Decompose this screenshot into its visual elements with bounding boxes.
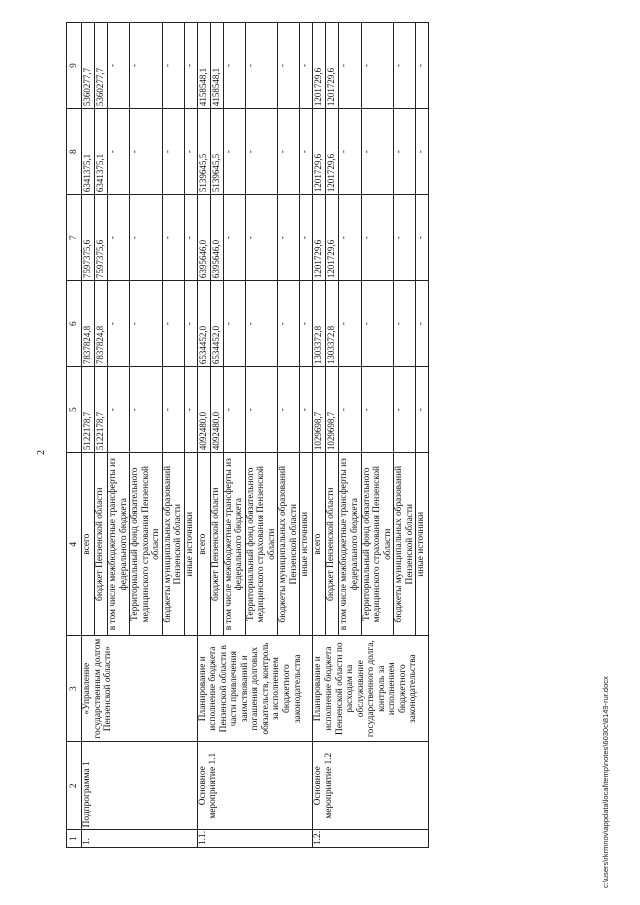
value-cell: 1201729,6 [326, 23, 339, 109]
value-cell: - [162, 109, 184, 195]
header-cell: 3 [67, 636, 82, 742]
value-cell: 7597375,6 [82, 195, 95, 281]
value-cell: 5122178,7 [82, 367, 95, 453]
value-cell: 7597375,6 [95, 195, 108, 281]
value-cell: - [223, 23, 245, 109]
value-cell: - [361, 281, 394, 367]
value-cell: - [130, 281, 163, 367]
file-path-footer: c:\users\rkrmnov\appdata\local\temp\notes\6030c\8149-rur.docx [601, 676, 610, 888]
source-label: всего [197, 453, 210, 636]
value-cell: - [184, 367, 197, 453]
value-cell: - [300, 23, 313, 109]
value-cell: - [278, 23, 300, 109]
value-cell: - [184, 195, 197, 281]
value-cell: - [162, 23, 184, 109]
value-cell: - [223, 281, 245, 367]
header-cell: 9 [67, 23, 82, 109]
funding-table [66, 22, 429, 848]
value-cell: 1303372,8 [313, 281, 326, 367]
source-label: иные источники [300, 453, 313, 636]
value-cell: - [300, 367, 313, 453]
value-cell: - [130, 23, 163, 109]
value-cell: - [394, 367, 416, 453]
program-description: Планирование и исполнение бюджета Пензенской области в части привлечения заимствований и погашения долговых обязательств, контроль за исполнением бюджетного законодательства [197, 636, 313, 742]
value-cell: - [130, 195, 163, 281]
value-cell: 5122178,7 [95, 367, 108, 453]
value-cell: - [416, 195, 429, 281]
value-cell: - [162, 367, 184, 453]
value-cell: - [278, 281, 300, 367]
value-cell: - [245, 367, 278, 453]
source-label: в том числе межбюджетные трансферты из федерального бюджета [339, 453, 361, 636]
value-cell: 5139645,5 [197, 109, 210, 195]
value-cell: - [416, 281, 429, 367]
table-row [313, 23, 326, 848]
value-cell: - [245, 23, 278, 109]
table-row [197, 23, 210, 848]
value-cell: 1201729,6 [326, 195, 339, 281]
page-number: 2 [36, 450, 47, 455]
value-cell: - [245, 195, 278, 281]
value-cell: - [416, 367, 429, 453]
value-cell: 1201729,6 [313, 23, 326, 109]
value-cell: - [245, 281, 278, 367]
value-cell: 5360277,7 [82, 23, 95, 109]
header-cell: 8 [67, 109, 82, 195]
value-cell: - [394, 281, 416, 367]
source-label: бюджеты муниципальных образований Пензенской области [162, 453, 184, 636]
source-label: Территориальный фонд обязательного медицинского страхования Пензенской области [245, 453, 278, 636]
table-row [82, 23, 95, 848]
value-cell: 1201729,6 [326, 109, 339, 195]
value-cell: 6395646,0 [210, 195, 223, 281]
source-label: бюджет Пензенской области [326, 453, 339, 636]
value-cell: - [184, 23, 197, 109]
program-name: Основное мероприятие 1.2 [313, 742, 429, 830]
source-label: Территориальный фонд обязательного медицинского страхования Пензенской области [130, 453, 163, 636]
header-cell: 6 [67, 281, 82, 367]
value-cell: - [300, 195, 313, 281]
value-cell: - [108, 281, 130, 367]
value-cell: 1029698,7 [313, 367, 326, 453]
value-cell: 6395646,0 [197, 195, 210, 281]
value-cell: - [300, 281, 313, 367]
value-cell: - [361, 195, 394, 281]
program-name: Подпрограмма 1 [82, 742, 198, 830]
value-cell: - [339, 23, 361, 109]
program-description: Планирование и исполнение бюджета Пензенской области по расходам на обслуживание государственного долга, контроль за исполнением бюджетного законодательства [313, 636, 429, 742]
value-cell: - [223, 109, 245, 195]
value-cell: - [278, 367, 300, 453]
value-cell: - [416, 23, 429, 109]
value-cell: - [394, 109, 416, 195]
table-header-row [67, 23, 82, 848]
program-description: «Управление государственным долгом Пензенской области» [82, 636, 198, 742]
source-label: иные источники [416, 453, 429, 636]
value-cell: - [184, 281, 197, 367]
value-cell: 1303372,8 [326, 281, 339, 367]
value-cell: 7837824,8 [82, 281, 95, 367]
value-cell: 4158548,1 [197, 23, 210, 109]
value-cell: - [300, 109, 313, 195]
value-cell: 6341375,1 [95, 109, 108, 195]
row-number: 1.1. [197, 830, 313, 848]
value-cell: 5360277,7 [95, 23, 108, 109]
value-cell: 7837824,8 [95, 281, 108, 367]
value-cell: 6341375,1 [82, 109, 95, 195]
value-cell: - [130, 367, 163, 453]
source-label: бюджет Пензенской области [95, 453, 108, 636]
value-cell: - [361, 367, 394, 453]
header-cell: 5 [67, 367, 82, 453]
value-cell: - [339, 367, 361, 453]
program-name: Основное мероприятие 1.1 [197, 742, 313, 830]
value-cell: - [108, 367, 130, 453]
value-cell: - [278, 195, 300, 281]
value-cell: 4092480,0 [210, 367, 223, 453]
value-cell: 6534452,0 [210, 281, 223, 367]
value-cell: - [361, 109, 394, 195]
value-cell: - [394, 23, 416, 109]
value-cell: 5139645,5 [210, 109, 223, 195]
value-cell: - [245, 109, 278, 195]
source-label: бюджет Пензенской области [210, 453, 223, 636]
source-label: Территориальный фонд обязательного медицинского страхования Пензенской области [361, 453, 394, 636]
header-cell: 7 [67, 195, 82, 281]
header-cell: 1 [67, 830, 82, 848]
source-label: в том числе межбюджетные трансферты из федерального бюджета [223, 453, 245, 636]
source-label: всего [82, 453, 95, 636]
value-cell: - [108, 23, 130, 109]
value-cell: - [223, 195, 245, 281]
header-cell: 2 [67, 742, 82, 830]
value-cell: - [339, 281, 361, 367]
source-label: бюджеты муниципальных образований Пензенской области [394, 453, 416, 636]
value-cell: - [339, 195, 361, 281]
value-cell: - [108, 109, 130, 195]
source-label: в том числе межбюджетные трансферты из федерального бюджета [108, 453, 130, 636]
value-cell: - [184, 109, 197, 195]
value-cell: - [278, 109, 300, 195]
row-number: 1. [82, 830, 198, 848]
value-cell: - [130, 109, 163, 195]
value-cell: - [223, 367, 245, 453]
rotated-table-wrapper [66, 22, 578, 848]
value-cell: - [416, 109, 429, 195]
row-number: 1.2. [313, 830, 429, 848]
source-label: бюджеты муниципальных образований Пензенской области [278, 453, 300, 636]
value-cell: - [394, 195, 416, 281]
value-cell: 1029698,7 [326, 367, 339, 453]
value-cell: - [162, 195, 184, 281]
value-cell: 6534452,0 [197, 281, 210, 367]
source-label: иные источники [184, 453, 197, 636]
value-cell: - [361, 23, 394, 109]
value-cell: 1201729,6 [313, 195, 326, 281]
source-label: всего [313, 453, 326, 636]
value-cell: 4158548,1 [210, 23, 223, 109]
value-cell: 1201729,6 [313, 109, 326, 195]
value-cell: - [339, 109, 361, 195]
header-cell: 4 [67, 453, 82, 636]
value-cell: - [108, 195, 130, 281]
value-cell: - [162, 281, 184, 367]
value-cell: 4092480,0 [197, 367, 210, 453]
